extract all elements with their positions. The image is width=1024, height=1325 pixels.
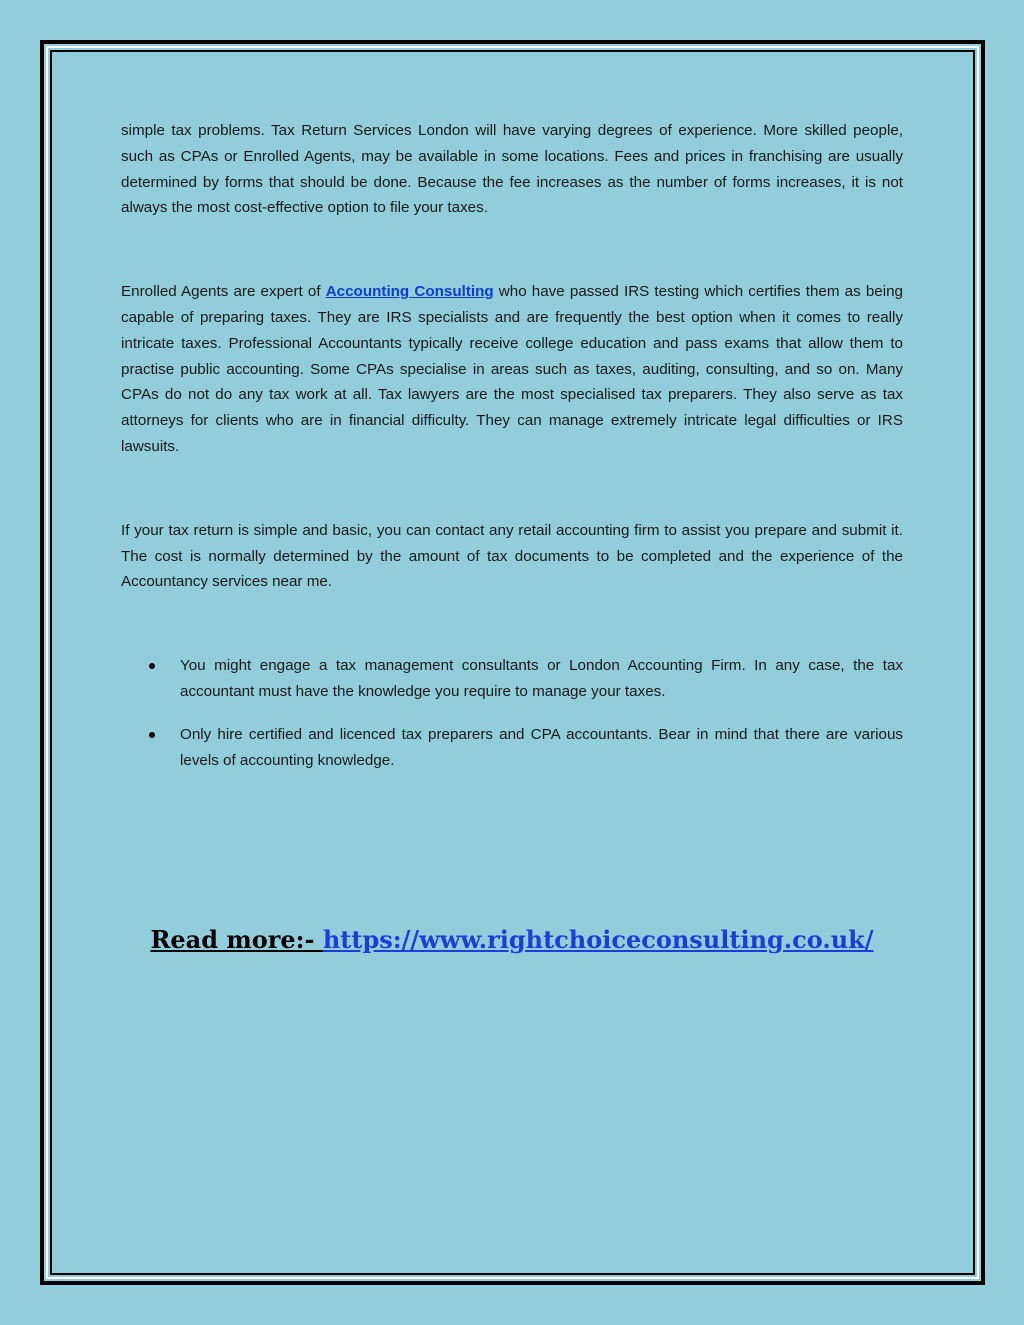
paragraph-enrolled-agents-rest: who have passed IRS testing which certifies them as being capable of preparing taxes. They are IRS specialists and are frequently the best option when it comes to really intricate taxes. Professional Accountants typically receive college education and pass exams that allow them to practise public accounting. Some CPAs specialise in areas such as taxes, auditing, consulting, and so on. Many CPAs do not do any tax work at all. Tax lawyers are the most specialised tax preparers. They also serve as tax attorneys for clients who are in financial difficulty. They can manage extremely intricate legal difficulties or IRS lawsuits. (121, 283, 903, 455)
list-item-text: Only hire certified and licenced tax preparers and CPA accountants. Bear in mind that there are various levels of accounting knowledge. (180, 725, 903, 769)
list-item-text: You might engage a tax management consultants or London Accounting Firm. In any case, the tax accountant must have the knowledge you require to manage your taxes. (180, 657, 903, 700)
bullet-list (121, 653, 903, 773)
paragraph-tax-return-services: simple tax problems. Tax Return Services London will have varying degrees of experience. More skilled people, such as CPAs or Enrolled Agents, may be available in some locations. Fees and prices in franchising are usually determined by forms that should be done. Because the fee increases as the number of forms increases, it is not always the most cost-effective option to file your taxes. (121, 122, 903, 217)
list-item (121, 722, 903, 774)
document-body (121, 118, 903, 790)
bullet-icon (149, 732, 155, 738)
paragraph-enrolled-agents (121, 279, 903, 460)
list-item (121, 653, 903, 705)
read-more-line (0, 922, 1024, 958)
website-url-link[interactable]: https://www.rightchoiceconsulting.co.uk/ (322, 925, 874, 954)
paragraph-retail-accounting: If your tax return is simple and basic, you can contact any retail accounting firm to assist you prepare and submit it. The cost is normally determined by the amount of tax documents to be completed and the experience of the Accountancy services near me. (121, 521, 903, 591)
read-more-label: Read more:- (150, 925, 323, 954)
accounting-consulting-link[interactable]: Accounting Consulting (325, 283, 494, 301)
bullet-icon (149, 663, 155, 669)
paragraph-enrolled-agents-intro: Enrolled Agents are expert of (121, 283, 326, 301)
